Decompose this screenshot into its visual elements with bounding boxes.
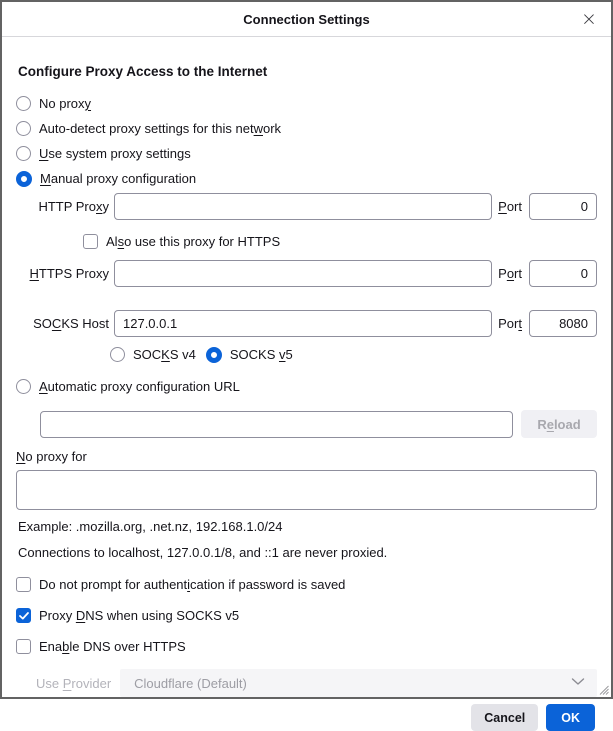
socks-port-input[interactable] bbox=[529, 310, 597, 337]
also-https-checkbox-row[interactable] bbox=[83, 232, 597, 251]
no-proxy-note-text: Connections to localhost, 127.0.0.1/8, and ::1 are never proxied. bbox=[18, 545, 388, 560]
use-provider-label: Use Provider bbox=[36, 675, 112, 691]
radio-icon[interactable] bbox=[16, 96, 31, 111]
checkbox-icon[interactable] bbox=[16, 639, 31, 654]
dialog-title: Connection Settings bbox=[243, 11, 370, 27]
radio-system-proxy-label: Use system proxy settings bbox=[39, 146, 191, 161]
radio-autoconfig-url[interactable] bbox=[16, 374, 597, 399]
no-proxy-for-textarea[interactable] bbox=[16, 470, 597, 510]
http-proxy-label: HTTP Proxy bbox=[38, 199, 109, 214]
http-port-input[interactable] bbox=[529, 193, 597, 220]
radio-socks-v5-label: SOCKS v5 bbox=[229, 347, 293, 362]
check-icon bbox=[19, 612, 29, 620]
page-title: Configure Proxy Access to the Internet bbox=[18, 64, 268, 79]
checkbox-icon[interactable] bbox=[16, 577, 31, 592]
radio-system-proxy[interactable] bbox=[16, 141, 597, 166]
titlebar bbox=[2, 2, 611, 37]
provider-dropdown[interactable] bbox=[120, 669, 597, 697]
provider-dropdown-value: Cloudflare (Default) bbox=[134, 675, 247, 691]
radio-icon[interactable] bbox=[206, 347, 222, 363]
radio-autoconfig-label: Automatic proxy configuration URL bbox=[39, 379, 240, 394]
radio-socks-v4[interactable] bbox=[110, 345, 196, 364]
dialog-footer bbox=[16, 704, 597, 731]
ok-button[interactable]: OK bbox=[546, 704, 595, 731]
http-port-label: Port bbox=[498, 199, 522, 214]
autoconfig-url-row bbox=[16, 410, 597, 438]
radio-icon[interactable] bbox=[16, 146, 31, 161]
socks-host-label: SOCKS Host bbox=[33, 316, 109, 331]
doh-label: Enable DNS over HTTPS bbox=[39, 639, 186, 654]
radio-icon[interactable] bbox=[16, 171, 32, 187]
dialog-content bbox=[2, 63, 611, 731]
radio-icon[interactable] bbox=[16, 121, 31, 136]
no-proxy-for-label: No proxy for bbox=[16, 448, 87, 464]
reload-button[interactable]: Reload bbox=[521, 410, 597, 438]
http-proxy-input[interactable] bbox=[114, 193, 492, 220]
radio-icon[interactable] bbox=[110, 347, 125, 362]
socks-host-row bbox=[16, 310, 597, 337]
radio-socks-v5[interactable] bbox=[206, 345, 293, 364]
no-proxy-example-text: Example: .mozilla.org, .net.nz, 192.168.1.0/24 bbox=[18, 519, 283, 534]
https-proxy-row bbox=[16, 260, 597, 287]
https-proxy-label: HTTPS Proxy bbox=[29, 266, 109, 281]
resize-grip-icon[interactable] bbox=[596, 682, 609, 695]
close-icon[interactable]: × bbox=[577, 7, 601, 31]
https-port-input[interactable] bbox=[529, 260, 597, 287]
radio-auto-detect-label: Auto-detect proxy settings for this network bbox=[39, 121, 282, 136]
autoconfig-url-input[interactable] bbox=[40, 411, 513, 438]
radio-socks-v4-label: SOCKS v4 bbox=[133, 347, 196, 362]
socks-version-group bbox=[110, 345, 597, 364]
cancel-button[interactable]: Cancel bbox=[471, 704, 538, 731]
proxy-dns-label: Proxy DNS when using SOCKS v5 bbox=[39, 608, 240, 623]
no-prompt-auth-checkbox-row[interactable] bbox=[16, 575, 597, 594]
radio-icon[interactable] bbox=[16, 379, 31, 394]
radio-manual-proxy[interactable] bbox=[16, 166, 597, 191]
radio-auto-detect[interactable] bbox=[16, 116, 597, 141]
checkbox-icon[interactable] bbox=[16, 608, 31, 623]
http-proxy-row bbox=[16, 193, 597, 220]
radio-no-proxy[interactable] bbox=[16, 91, 597, 116]
doh-checkbox-row[interactable] bbox=[16, 637, 597, 656]
socks-port-label: Port bbox=[498, 316, 522, 331]
also-https-label: Also use this proxy for HTTPS bbox=[106, 234, 281, 249]
radio-no-proxy-label: No proxy bbox=[39, 96, 92, 111]
radio-manual-proxy-label: Manual proxy configuration bbox=[40, 171, 197, 186]
https-port-label: Port bbox=[498, 266, 522, 281]
chevron-down-icon bbox=[571, 677, 585, 686]
provider-row bbox=[16, 669, 597, 697]
proxy-dns-checkbox-row[interactable] bbox=[16, 606, 597, 625]
https-proxy-input[interactable] bbox=[114, 260, 492, 287]
checkbox-icon[interactable] bbox=[83, 234, 98, 249]
no-prompt-auth-label: Do not prompt for authentication if password is saved bbox=[39, 577, 346, 592]
socks-host-input[interactable] bbox=[114, 310, 492, 337]
